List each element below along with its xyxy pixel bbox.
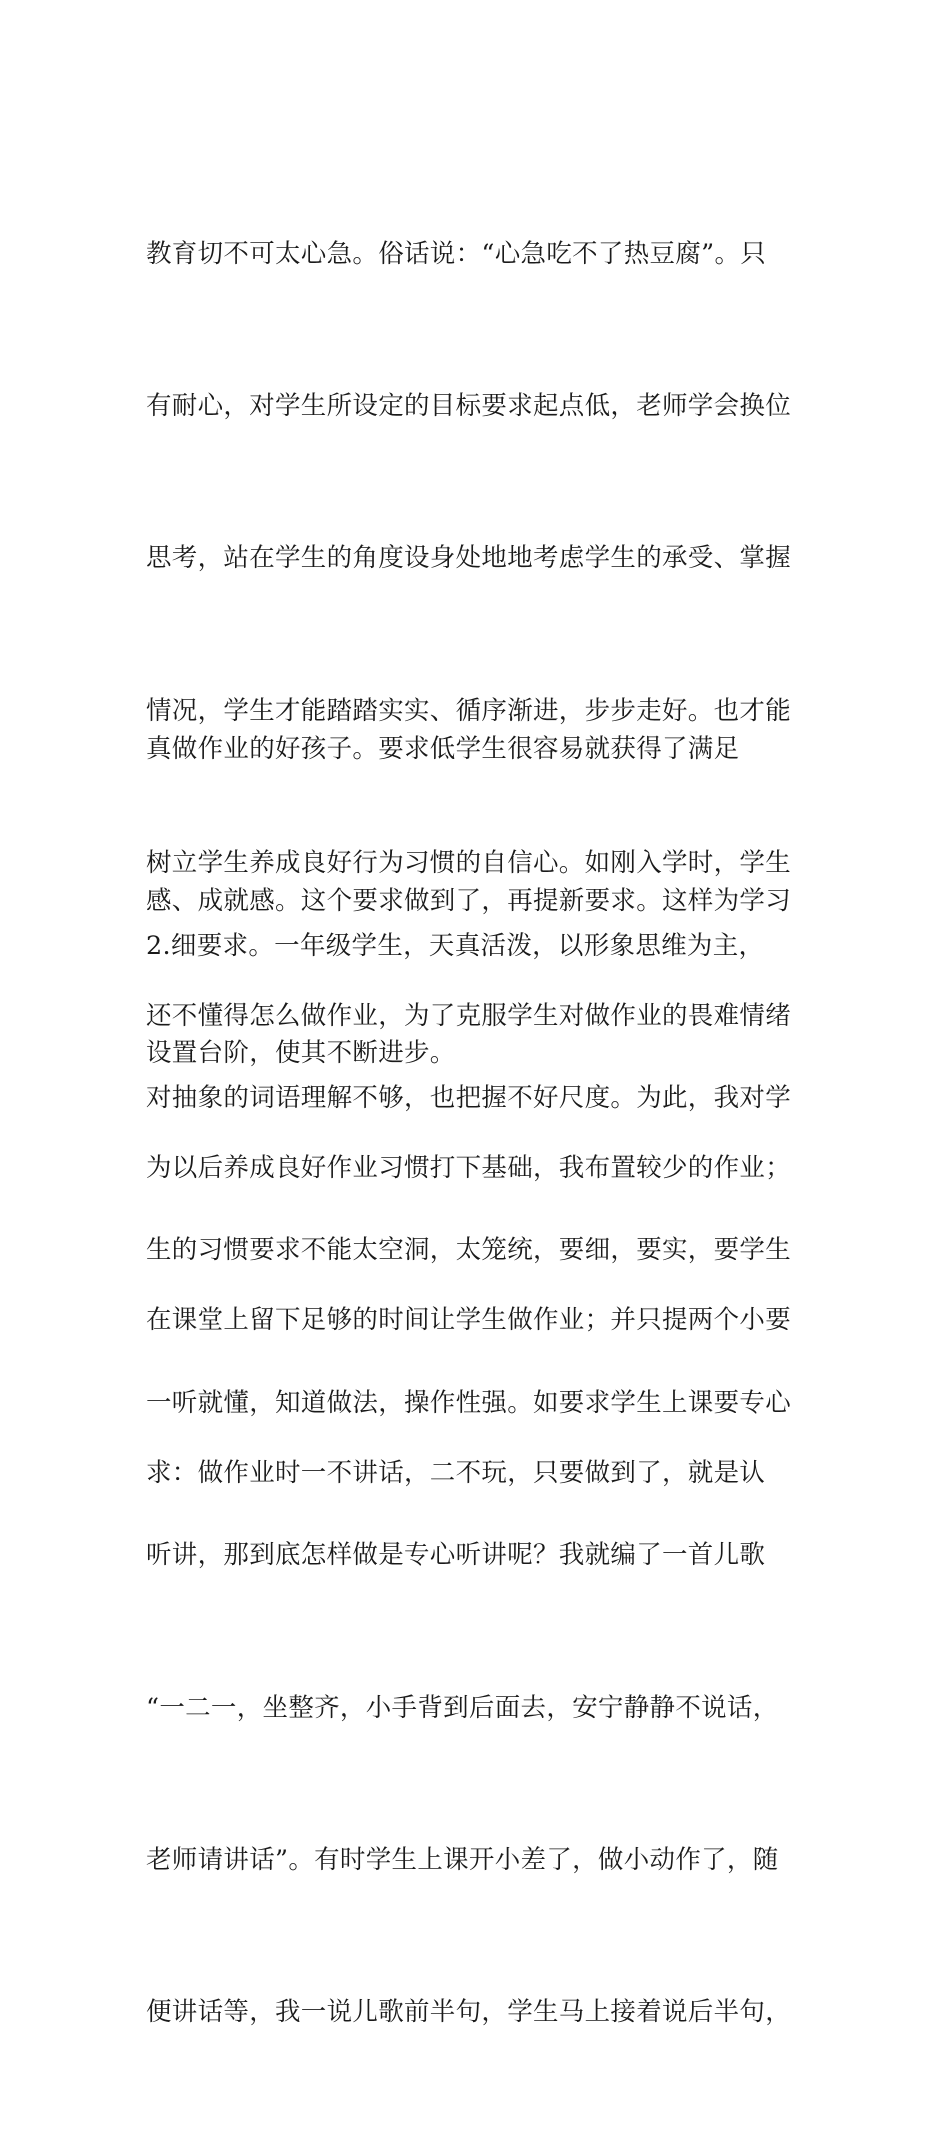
text-line: 老师请讲话”。有时学生上课开小差了，做小动作了，随 bbox=[146, 1844, 779, 1875]
text-line: “一二一，坐整齐，小手背到后面去，安宁静静不说话， bbox=[146, 1692, 779, 1723]
paragraph-3 bbox=[146, 819, 836, 2140]
text-line: 树立学生养成良好行为习惯的自信心。如刚入学时，学生 bbox=[146, 848, 792, 879]
text-line: 一听就懂，知道做法，操作性强。如要求学生上课要专心 bbox=[146, 1387, 792, 1418]
text-line: 有耐心，对学生所设定的目标要求起点低，老师学会换位 bbox=[146, 390, 792, 421]
text-line: 听讲，那到底怎样做是专心听讲呢？我就编了一首儿歌 bbox=[146, 1540, 766, 1571]
text-line: 对抽象的词语理解不够，也把握不好尺度。为此，我对学 bbox=[146, 1082, 792, 1113]
text-line: 还不懂得怎么做作业，为了克服学生对做作业的畏难情绪 bbox=[146, 1000, 792, 1031]
text-line: 为以后养成良好作业习惯打下基础，我布置较少的作业； bbox=[146, 1152, 792, 1183]
text-line: 生的习惯要求不能太空洞，太笼统，要细，要实，要学生 bbox=[146, 1235, 792, 1266]
text-line: 教育切不可太心急。俗话说：“心急吃不了热豆腐”。只 bbox=[146, 238, 767, 269]
text-line: 感、成就感。这个要求做到了，再提新要求。这样为学习 bbox=[146, 885, 792, 916]
text-line: 思考，站在学生的角度设身处地地考虑学生的承受、掌握 bbox=[146, 543, 792, 574]
text-line: 便讲话等，我一说儿歌前半句，学生马上接着说后半句， bbox=[146, 1997, 792, 2028]
text-line: 2.细要求。一年级学生，天真活泼，以形象思维为主， bbox=[146, 930, 765, 961]
text-line: 设置台阶，使其不断进步。 bbox=[146, 1038, 456, 1069]
text-line: 真做作业的好孩子。要求低学生很容易就获得了满足 bbox=[146, 733, 740, 764]
text-line: 求：做作业时一不讲话，二不玩，只要做到了，就是认 bbox=[146, 1457, 766, 1488]
text-line: 在课堂上留下足够的时间让学生做作业；并只提两个小要 bbox=[146, 1305, 792, 1336]
text-line: 情况，学生才能踏踏实实、循序渐进，步步走好。也才能 bbox=[146, 695, 792, 726]
